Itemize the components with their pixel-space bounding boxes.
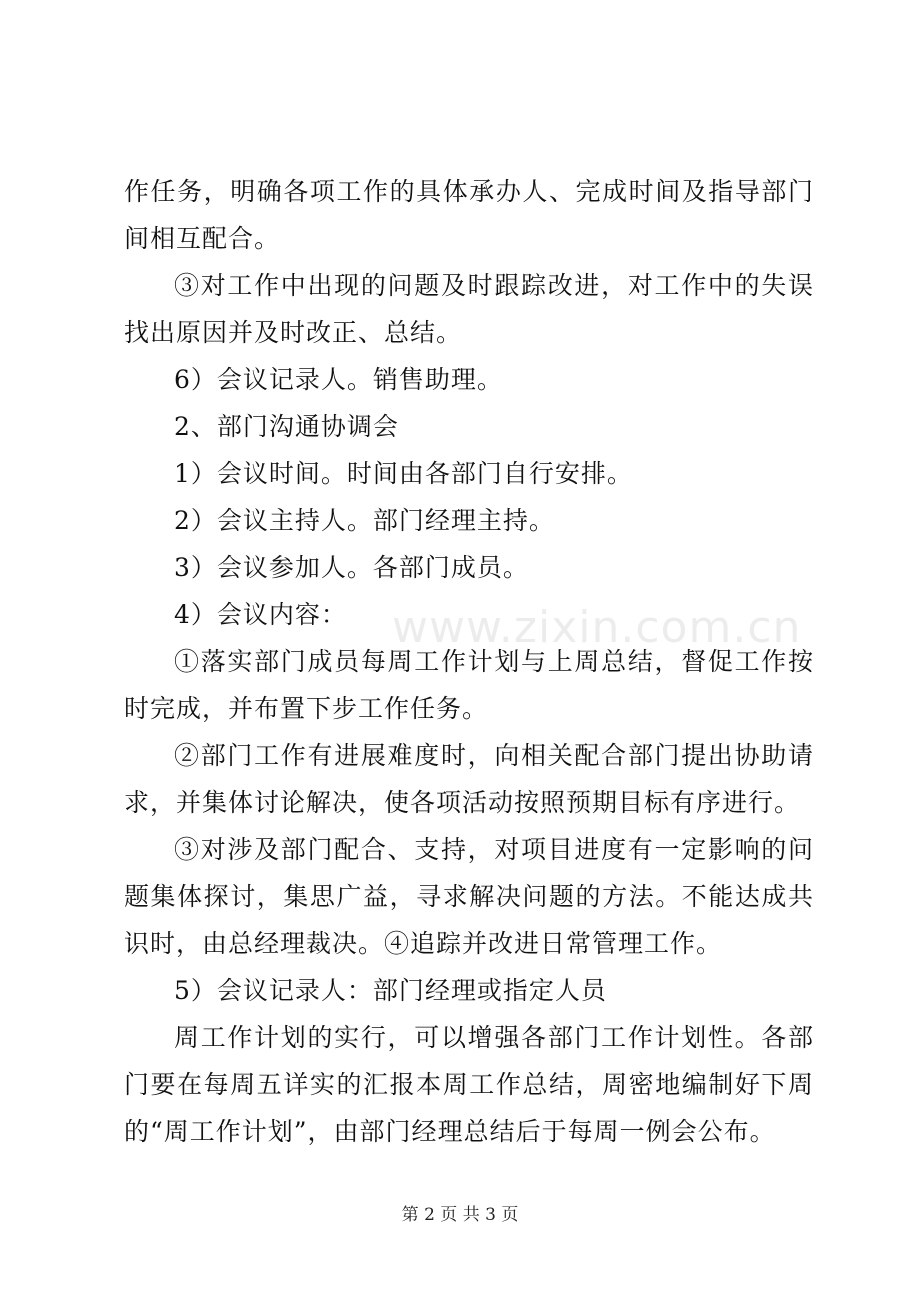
- paragraph-8: 4）会议内容：: [174, 600, 347, 629]
- paragraph-12: 5）会议记录人：部门经理或指定人员: [174, 976, 607, 1005]
- paragraph-5: 1）会议时间。时间由各部门自行安排。: [174, 459, 633, 488]
- paragraph-13: 周工作计划的实行，可以增强各部门工作计划性。各部门要在每周五详实的汇报本周工作总结，周密地编制好下周的“周工作计划”，由部门经理总结后于每周一例会公布。: [124, 1023, 814, 1146]
- paragraph-1: 作任务，明确各项工作的具体承办人、完成时间及指导部门间相互配合。: [124, 177, 814, 253]
- paragraph-6: 2）会议主持人。部门经理主持。: [174, 506, 555, 535]
- body-text: [124, 168, 814, 1155]
- page-footer: 第 2 页 共 3 页: [401, 1205, 519, 1225]
- watermark: www.zixin.com.cn: [392, 602, 802, 653]
- paragraph-10: ②部门工作有进展难度时，向相关配合部门提出协助请求，并集体讨论解决，使各项活动按照预期目标有序进行。: [124, 741, 814, 817]
- paragraph-7: 3）会议参加人。各部门成员。: [174, 553, 529, 582]
- paragraph-11: ③对涉及部门配合、支持，对项目进度有一定影响的问题集体探讨，集思广益，寻求解决问题的方法。不能达成共识时，由总经理裁决。④追踪并改进日常管理工作。: [124, 835, 814, 958]
- paragraph-3: 6）会议记录人。销售助理。: [174, 365, 503, 394]
- paragraph-2: ③对工作中出现的问题及时跟踪改进，对工作中的失误找出原因并及时改正、总结。: [124, 271, 814, 347]
- paragraph-9: ①落实部门成员每周工作计划与上周总结，督促工作按时完成，并布置下步工作任务。: [124, 647, 814, 723]
- paragraph-4: 2、部门沟通协调会: [174, 412, 399, 441]
